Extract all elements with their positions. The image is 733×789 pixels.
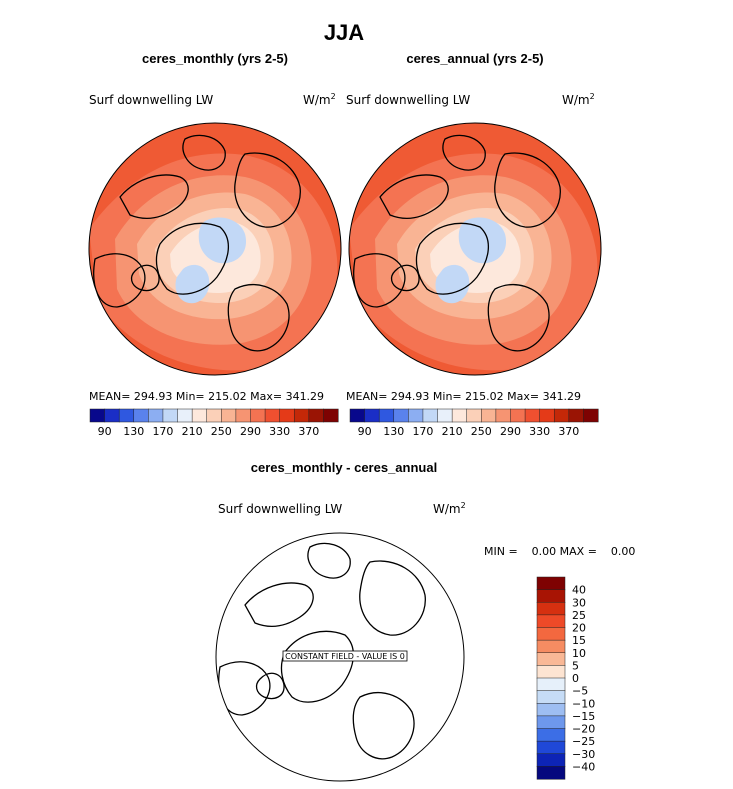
- panel-monthly-colorbar-swatch: [148, 409, 163, 422]
- panel-annual-colorbar-swatch: [583, 409, 598, 422]
- panel-annual-field-label: Surf downwelling LW: [346, 93, 471, 107]
- diff-panel-colorbar-swatch: [537, 665, 565, 678]
- panel-annual-colorbar-tick-label: 170: [412, 425, 434, 438]
- panel-annual-colorbar-tick-label: 90: [357, 425, 372, 438]
- panel-monthly-colorbar-tick-label: 330: [269, 425, 291, 438]
- diff-panel-colorbar-swatch: [537, 703, 565, 716]
- diff-panel-colorbar-tick-label: 30: [572, 596, 586, 610]
- diff-panel-field-label: Surf downwelling LW: [218, 502, 343, 516]
- diff-panel-colorbar-swatch: [537, 653, 565, 666]
- diff-panel-colorbar-tick-label: 40: [572, 583, 586, 597]
- panel-monthly-colorbar-swatch: [265, 409, 280, 422]
- panel-monthly-colorbar-tick-label: 210: [181, 425, 203, 438]
- panel-monthly-colorbar-tick-label: 90: [97, 425, 112, 438]
- panel-annual-colorbar-swatch: [554, 409, 569, 422]
- panel-monthly-colorbar-swatch: [323, 409, 338, 422]
- panel-annual-title: ceres_annual (yrs 2-5): [406, 51, 544, 66]
- panel-difference: [216, 460, 635, 781]
- diff-panel-colorbar-tick-label: −30: [572, 747, 596, 761]
- panel-annual: [346, 51, 601, 438]
- panel-monthly-stats: MEAN= 294.93 Min= 215.02 Max= 341.29: [89, 390, 325, 403]
- panel-annual-colorbar-tick-label: 250: [470, 425, 492, 438]
- diff-panel-colorbar-tick-label: 0: [572, 672, 579, 685]
- diff-panel-colorbar: [537, 577, 565, 779]
- diff-panel-colorbar-swatch: [537, 716, 565, 729]
- panel-monthly-colorbar-swatch: [221, 409, 236, 422]
- diff-panel-colorbar-swatch: [537, 640, 565, 653]
- panel-annual-colorbar-swatch: [540, 409, 555, 422]
- panel-monthly-colorbar-swatch: [134, 409, 149, 422]
- diff-panel-colorbar-swatch: [537, 754, 565, 767]
- panel-annual-colorbar-swatch: [467, 409, 482, 422]
- panel-monthly-colorbar-ticks: [98, 425, 320, 438]
- diff-panel-colorbar-ticks: [572, 584, 595, 774]
- panel-monthly-colorbar-tick-label: 170: [152, 425, 174, 438]
- figure-title: JJA: [323, 20, 365, 45]
- panel-annual-map: [349, 123, 601, 375]
- panel-annual-colorbar-swatch: [379, 409, 394, 422]
- diff-panel-colorbar-swatch: [537, 590, 565, 603]
- panel-monthly-unit-text: W/m: [303, 93, 331, 107]
- panel-monthly-unit-power: 2: [330, 92, 336, 101]
- panel-annual-colorbar-swatch: [423, 409, 438, 422]
- panel-annual-colorbar: [350, 409, 598, 422]
- panel-annual-colorbar-swatch: [408, 409, 423, 422]
- panel-monthly-colorbar-swatch: [294, 409, 309, 422]
- panel-annual-colorbar-ticks: [358, 425, 580, 438]
- diff-panel-units: [433, 501, 466, 516]
- diff-panel-colorbar-tick-label: 25: [572, 608, 586, 622]
- diff-panel-colorbar-swatch: [537, 741, 565, 754]
- panel-monthly-colorbar-tick-label: 290: [239, 425, 261, 438]
- diff-panel-colorbar-tick-label: −25: [572, 735, 596, 749]
- panel-monthly-colorbar-swatch: [280, 409, 295, 422]
- diff-panel-colorbar-swatch: [537, 602, 565, 615]
- diff-panel-colorbar-tick-label: 15: [572, 634, 586, 648]
- diff-panel-colorbar-tick-label: 5: [572, 659, 579, 673]
- panel-monthly-title: ceres_monthly (yrs 2-5): [142, 51, 288, 66]
- diff-panel-colorbar-swatch: [537, 729, 565, 742]
- panel-annual-colorbar-swatch: [438, 409, 453, 422]
- diff-panel-title: ceres_monthly - ceres_annual: [250, 460, 438, 475]
- diff-panel-minmax: MIN = 0.00 MAX = 0.00: [484, 545, 636, 558]
- panel-annual-colorbar-swatch: [481, 409, 496, 422]
- diff-panel-colorbar-swatch: [537, 577, 565, 590]
- diff-panel-colorbar-swatch: [537, 628, 565, 641]
- diff-panel-colorbar-swatch: [537, 691, 565, 704]
- panel-annual-colorbar-tick-label: 370: [558, 425, 580, 438]
- diff-panel-colorbar-tick-label: −40: [572, 760, 596, 774]
- diff-panel-unit-text: W/m: [433, 502, 461, 516]
- panel-annual-colorbar-swatch: [452, 409, 467, 422]
- panel-monthly-map: [89, 123, 341, 375]
- panel-annual-colorbar-swatch: [350, 409, 365, 422]
- panel-monthly-colorbar-swatch: [250, 409, 265, 422]
- panel-monthly-colorbar-tick-label: 250: [210, 425, 232, 438]
- panel-monthly-colorbar-swatch: [119, 409, 134, 422]
- diff-panel-colorbar-tick-label: −5: [572, 684, 589, 698]
- diff-panel-colorbar-tick-label: 10: [572, 646, 586, 660]
- panel-monthly-colorbar-swatch: [178, 409, 193, 422]
- panel-annual-stats: MEAN= 294.93 Min= 215.02 Max= 341.29: [346, 390, 582, 403]
- diff-panel-colorbar-tick-label: −20: [572, 722, 596, 736]
- panel-monthly-colorbar-swatch: [105, 409, 120, 422]
- panel-annual-colorbar-tick-label: 330: [529, 425, 551, 438]
- panel-annual-colorbar-swatch: [394, 409, 409, 422]
- panel-monthly-colorbar-swatch: [236, 409, 251, 422]
- diff-panel-colorbar-swatch: [537, 766, 565, 779]
- panel-monthly-colorbar-swatch: [309, 409, 324, 422]
- panel-annual-units: [562, 92, 595, 107]
- panel-monthly-colorbar-swatch: [207, 409, 222, 422]
- panel-monthly-units: [303, 92, 336, 107]
- constant-field-label: CONSTANT FIELD - VALUE IS 0: [285, 652, 405, 661]
- diff-panel-colorbar-swatch: [537, 678, 565, 691]
- panel-monthly-colorbar-tick-label: 130: [123, 425, 145, 438]
- diff-panel-colorbar-tick-label: −10: [572, 697, 596, 711]
- panel-monthly-colorbar-swatch: [192, 409, 207, 422]
- panel-annual-colorbar-swatch: [510, 409, 525, 422]
- panel-monthly-field-label: Surf downwelling LW: [89, 93, 214, 107]
- panel-monthly: [89, 51, 341, 438]
- diff-panel-colorbar-swatch: [537, 615, 565, 628]
- panel-annual-colorbar-tick-label: 210: [441, 425, 463, 438]
- panel-annual-colorbar-tick-label: 130: [383, 425, 405, 438]
- diff-panel-colorbar-tick-label: 20: [572, 621, 586, 635]
- panel-monthly-colorbar-swatch: [90, 409, 105, 422]
- panel-annual-unit-text: W/m: [562, 93, 590, 107]
- panel-monthly-colorbar: [90, 409, 338, 422]
- panel-annual-colorbar-swatch: [525, 409, 540, 422]
- panel-annual-colorbar-tick-label: 290: [499, 425, 521, 438]
- diff-panel-colorbar-tick-label: −15: [572, 709, 596, 723]
- panel-monthly-colorbar-swatch: [163, 409, 178, 422]
- panel-annual-colorbar-swatch: [365, 409, 380, 422]
- diff-panel-unit-power: 2: [460, 501, 466, 510]
- panel-annual-colorbar-swatch: [569, 409, 584, 422]
- panel-annual-unit-power: 2: [589, 92, 595, 101]
- panel-annual-colorbar-swatch: [496, 409, 511, 422]
- panel-monthly-colorbar-tick-label: 370: [298, 425, 320, 438]
